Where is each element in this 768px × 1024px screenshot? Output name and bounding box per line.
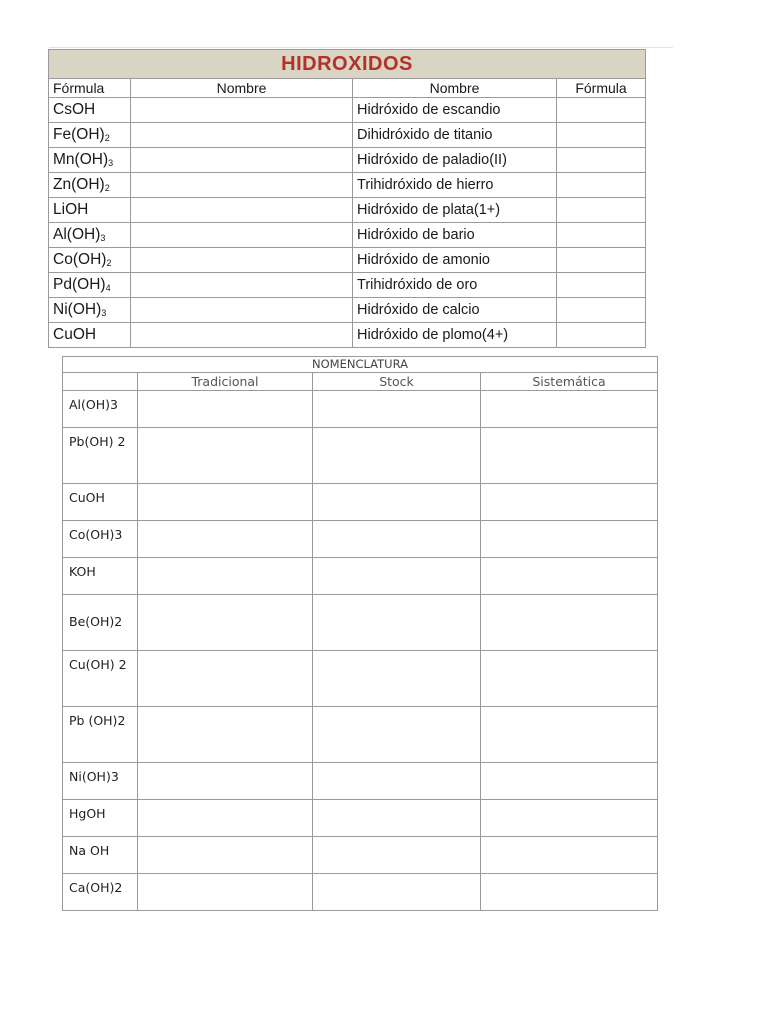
- col-header-sistematica: Sistemática: [481, 373, 658, 391]
- nombre-cell: Dihidróxido de titanio: [353, 123, 557, 148]
- nombre-answer-cell[interactable]: [131, 98, 353, 123]
- nombre-answer-cell[interactable]: [131, 298, 353, 323]
- formula-text: Pb (OH)2: [69, 713, 126, 728]
- nombre-answer-cell[interactable]: [131, 273, 353, 298]
- nombre-cell: Hidróxido de bario: [353, 223, 557, 248]
- table-row: [49, 223, 646, 248]
- formula-cell: [63, 595, 138, 651]
- stock-answer-cell[interactable]: [313, 558, 481, 595]
- nomenclatura-header-row: [63, 373, 658, 391]
- tradicional-answer-cell[interactable]: [138, 391, 313, 428]
- tradicional-answer-cell[interactable]: [138, 558, 313, 595]
- sistematica-answer-cell[interactable]: [481, 837, 658, 874]
- table-row: [49, 98, 646, 123]
- sistematica-answer-cell[interactable]: [481, 874, 658, 911]
- table-row: [63, 837, 658, 874]
- nombre-answer-cell[interactable]: [131, 323, 353, 348]
- formula-cell: [63, 763, 138, 800]
- stock-answer-cell[interactable]: [313, 707, 481, 763]
- table-row: [49, 198, 646, 223]
- formula-cell: $Al(OH)_3$: [49, 223, 131, 248]
- tradicional-answer-cell[interactable]: [138, 707, 313, 763]
- col-header-formula-2: Fórmula: [557, 79, 646, 98]
- sistematica-answer-cell[interactable]: [481, 651, 658, 707]
- table-row: [63, 391, 658, 428]
- nombre-answer-cell[interactable]: [131, 198, 353, 223]
- table-row: [49, 323, 646, 348]
- formula-cell: [63, 428, 138, 484]
- table-row: [63, 651, 658, 707]
- formula-cell: $Ni(OH)_3$: [49, 298, 131, 323]
- formula-text: Cu(OH) 2: [69, 657, 127, 672]
- formula-text: Be(OH)2: [69, 614, 123, 629]
- nombre-answer-cell[interactable]: [131, 148, 353, 173]
- table-row: [49, 273, 646, 298]
- nomenclatura-caption: NOMENCLATURA: [63, 357, 658, 373]
- formula-text: Pb(OH) 2: [69, 434, 126, 449]
- nombre-cell: Hidróxido de plata(1+): [353, 198, 557, 223]
- col-header-nombre-2: Nombre: [353, 79, 557, 98]
- formula-answer-cell[interactable]: [557, 123, 646, 148]
- col-header-nombre: Nombre: [131, 79, 353, 98]
- stock-answer-cell[interactable]: [313, 595, 481, 651]
- stock-answer-cell[interactable]: [313, 521, 481, 558]
- tradicional-answer-cell[interactable]: [138, 521, 313, 558]
- formula-text: Ni(OH)3: [69, 769, 119, 784]
- formula-text: Co(OH)3: [69, 527, 123, 542]
- formula-answer-cell[interactable]: [557, 298, 646, 323]
- table-row: [49, 173, 646, 198]
- table-row: [63, 800, 658, 837]
- formula-cell: LiOH: [49, 198, 131, 223]
- nombre-cell: Trihidróxido de oro: [353, 273, 557, 298]
- nombre-cell: Hidróxido de plomo(4+): [353, 323, 557, 348]
- table-row: [49, 248, 646, 273]
- sistematica-answer-cell[interactable]: [481, 484, 658, 521]
- formula-text: CuOH: [69, 490, 105, 505]
- sistematica-answer-cell[interactable]: [481, 391, 658, 428]
- col-header-formula: Fórmula: [49, 79, 131, 98]
- formula-cell: [63, 521, 138, 558]
- table-row: [63, 763, 658, 800]
- sistematica-answer-cell[interactable]: [481, 558, 658, 595]
- table-row: [63, 521, 658, 558]
- sistematica-answer-cell[interactable]: [481, 763, 658, 800]
- tradicional-answer-cell[interactable]: [138, 763, 313, 800]
- tradicional-answer-cell[interactable]: [138, 428, 313, 484]
- formula-cell: [63, 558, 138, 595]
- formula-text: KOH: [69, 564, 96, 579]
- sistematica-answer-cell[interactable]: [481, 428, 658, 484]
- formula-cell: $Zn(OH)_2$: [49, 173, 131, 198]
- formula-cell: [63, 391, 138, 428]
- formula-answer-cell[interactable]: [557, 273, 646, 298]
- nombre-cell: Trihidróxido de hierro: [353, 173, 557, 198]
- formula-answer-cell[interactable]: [557, 323, 646, 348]
- formula-cell: $Fe(OH)_2$: [49, 123, 131, 148]
- nombre-cell: Hidróxido de calcio: [353, 298, 557, 323]
- hidroxidos-table: [48, 49, 646, 348]
- formula-answer-cell[interactable]: [557, 248, 646, 273]
- nombre-cell: Hidróxido de paladio(II): [353, 148, 557, 173]
- formula-cell: $Mn(OH)_3$: [49, 148, 131, 173]
- table-row: [49, 123, 646, 148]
- table-row: [63, 558, 658, 595]
- nombre-answer-cell[interactable]: [131, 173, 353, 198]
- stock-answer-cell[interactable]: [313, 391, 481, 428]
- table-row: [49, 298, 646, 323]
- table-row: [49, 148, 646, 173]
- formula-cell: [63, 800, 138, 837]
- sistematica-answer-cell[interactable]: [481, 595, 658, 651]
- nombre-cell: Hidróxido de escandio: [353, 98, 557, 123]
- formula-cell: [63, 874, 138, 911]
- stock-answer-cell[interactable]: [313, 651, 481, 707]
- nombre-answer-cell[interactable]: [131, 123, 353, 148]
- formula-cell: [63, 484, 138, 521]
- tradicional-answer-cell[interactable]: [138, 800, 313, 837]
- tradicional-answer-cell[interactable]: [138, 837, 313, 874]
- table-row: [63, 428, 658, 484]
- stock-answer-cell[interactable]: [313, 874, 481, 911]
- tradicional-answer-cell[interactable]: [138, 651, 313, 707]
- stock-answer-cell[interactable]: [313, 837, 481, 874]
- stock-answer-cell[interactable]: [313, 800, 481, 837]
- nombre-answer-cell[interactable]: [131, 223, 353, 248]
- stock-answer-cell[interactable]: [313, 763, 481, 800]
- header-row: [49, 79, 646, 98]
- col-header-stock: Stock: [313, 373, 481, 391]
- formula-answer-cell[interactable]: [557, 173, 646, 198]
- col-header-tradicional: Tradicional: [138, 373, 313, 391]
- table-row: [63, 595, 658, 651]
- formula-cell: [63, 707, 138, 763]
- table-row: [63, 707, 658, 763]
- nombre-cell: Hidróxido de amonio: [353, 248, 557, 273]
- col-header-formula-blank: [63, 373, 138, 391]
- formula-cell: [63, 837, 138, 874]
- tradicional-answer-cell[interactable]: [138, 874, 313, 911]
- formula-cell: $Pd(OH)_4$: [49, 273, 131, 298]
- stock-answer-cell[interactable]: [313, 484, 481, 521]
- tradicional-answer-cell[interactable]: [138, 484, 313, 521]
- nombre-answer-cell[interactable]: [131, 248, 353, 273]
- tradicional-answer-cell[interactable]: [138, 595, 313, 651]
- table-row: [63, 484, 658, 521]
- table-row: [63, 874, 658, 911]
- sistematica-answer-cell[interactable]: [481, 521, 658, 558]
- formula-answer-cell[interactable]: [557, 223, 646, 248]
- formula-answer-cell[interactable]: [557, 148, 646, 173]
- sistematica-answer-cell[interactable]: [481, 800, 658, 837]
- formula-text: HgOH: [69, 806, 106, 821]
- formula-answer-cell[interactable]: [557, 98, 646, 123]
- page-top-rule: [49, 47, 673, 48]
- formula-text: Ca(OH)2: [69, 880, 123, 895]
- sistematica-answer-cell[interactable]: [481, 707, 658, 763]
- table-title: HIDROXIDOS: [281, 52, 413, 75]
- table-title-cell: [49, 50, 646, 79]
- nomenclatura-table: [62, 356, 658, 911]
- formula-cell: $Co(OH)_2$: [49, 248, 131, 273]
- stock-answer-cell[interactable]: [313, 428, 481, 484]
- formula-text: Na OH: [69, 843, 110, 858]
- formula-cell: CsOH: [49, 98, 131, 123]
- formula-text: Al(OH)3: [69, 397, 118, 412]
- formula-cell: CuOH: [49, 323, 131, 348]
- formula-cell: [63, 651, 138, 707]
- formula-answer-cell[interactable]: [557, 198, 646, 223]
